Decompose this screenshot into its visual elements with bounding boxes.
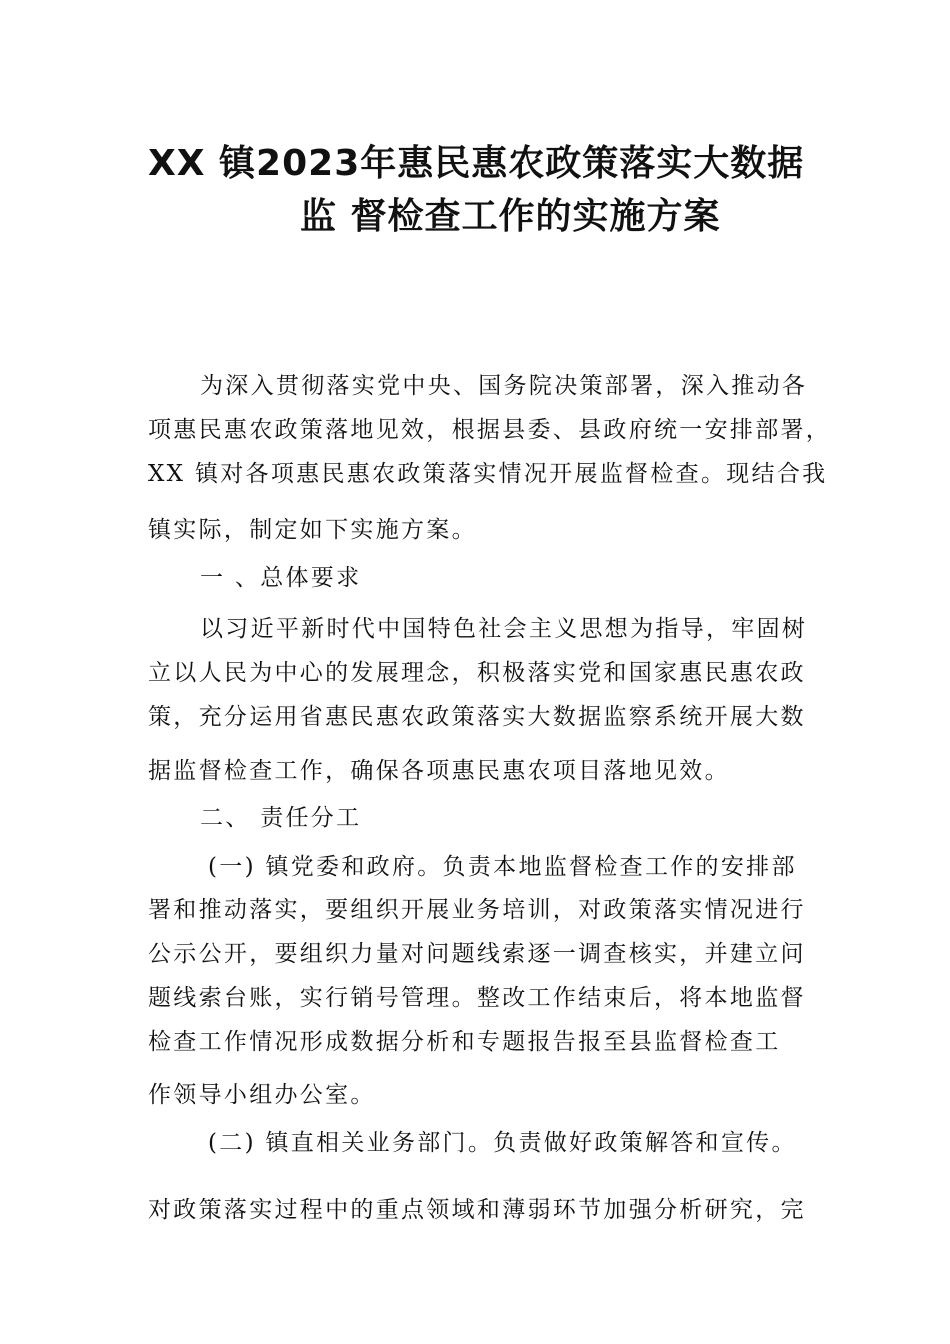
paragraph-line: 作领导小组办公室。: [148, 1082, 376, 1108]
paragraph-line: 检查工作情况形成数据分析和专题报告报至县监督检查工: [148, 1029, 781, 1055]
paragraph-line: XX 镇对各项惠民惠农政策落实情况开展监督检查。现结合我: [148, 461, 828, 487]
paragraph-line: 立以人民为中心的发展理念，积极落实党和国家惠民惠农政: [148, 660, 806, 686]
paragraph-line: 署和推动落实，要组织开展业务培训，对政策落实情况进行: [148, 897, 806, 923]
paragraph-line: 公示公开，要组织力量对问题线索逐一调查核实，并建立问: [148, 941, 806, 967]
paragraph-line: 镇实际，制定如下实施方案。: [148, 517, 477, 543]
paragraph-line: 项惠民惠农政策落地见效，根据县委、县政府统一安排部署，: [148, 417, 832, 443]
paragraph-line: 以习近平新时代中国特色社会主义思想为指导，牢固树: [200, 616, 808, 642]
paragraph-line: 题线索台账，实行销号管理。整改工作结束后，将本地监督: [148, 985, 806, 1011]
paragraph-line: 对政策落实过程中的重点领域和薄弱环节加强分析研究，完: [148, 1197, 806, 1223]
paragraph-line: 为深入贯彻落实党中央、国务院决策部署，深入推动各: [200, 373, 808, 399]
paragraph-line: 策，充分运用省惠民惠农政策落实大数据监察系统开展大数: [148, 704, 806, 730]
paragraph-line: (二) 镇直相关业务部门。负责做好政策解答和宣传。: [208, 1130, 797, 1156]
paragraph-line: 据监督检查工作，确保各项惠民惠农项目落地见效。: [148, 758, 730, 784]
section-heading-2: 二、 责任分工: [200, 805, 362, 831]
section-heading-1: 一 、总体要求: [200, 565, 362, 591]
document-title-line-2: 监 督检查工作的实施方案: [300, 196, 721, 237]
paragraph-line: (一) 镇党委和政府。负责本地监督检查工作的安排部: [208, 854, 797, 880]
document-title-line-1: XX 镇2023年惠民惠农政策落实大数据: [148, 143, 805, 184]
